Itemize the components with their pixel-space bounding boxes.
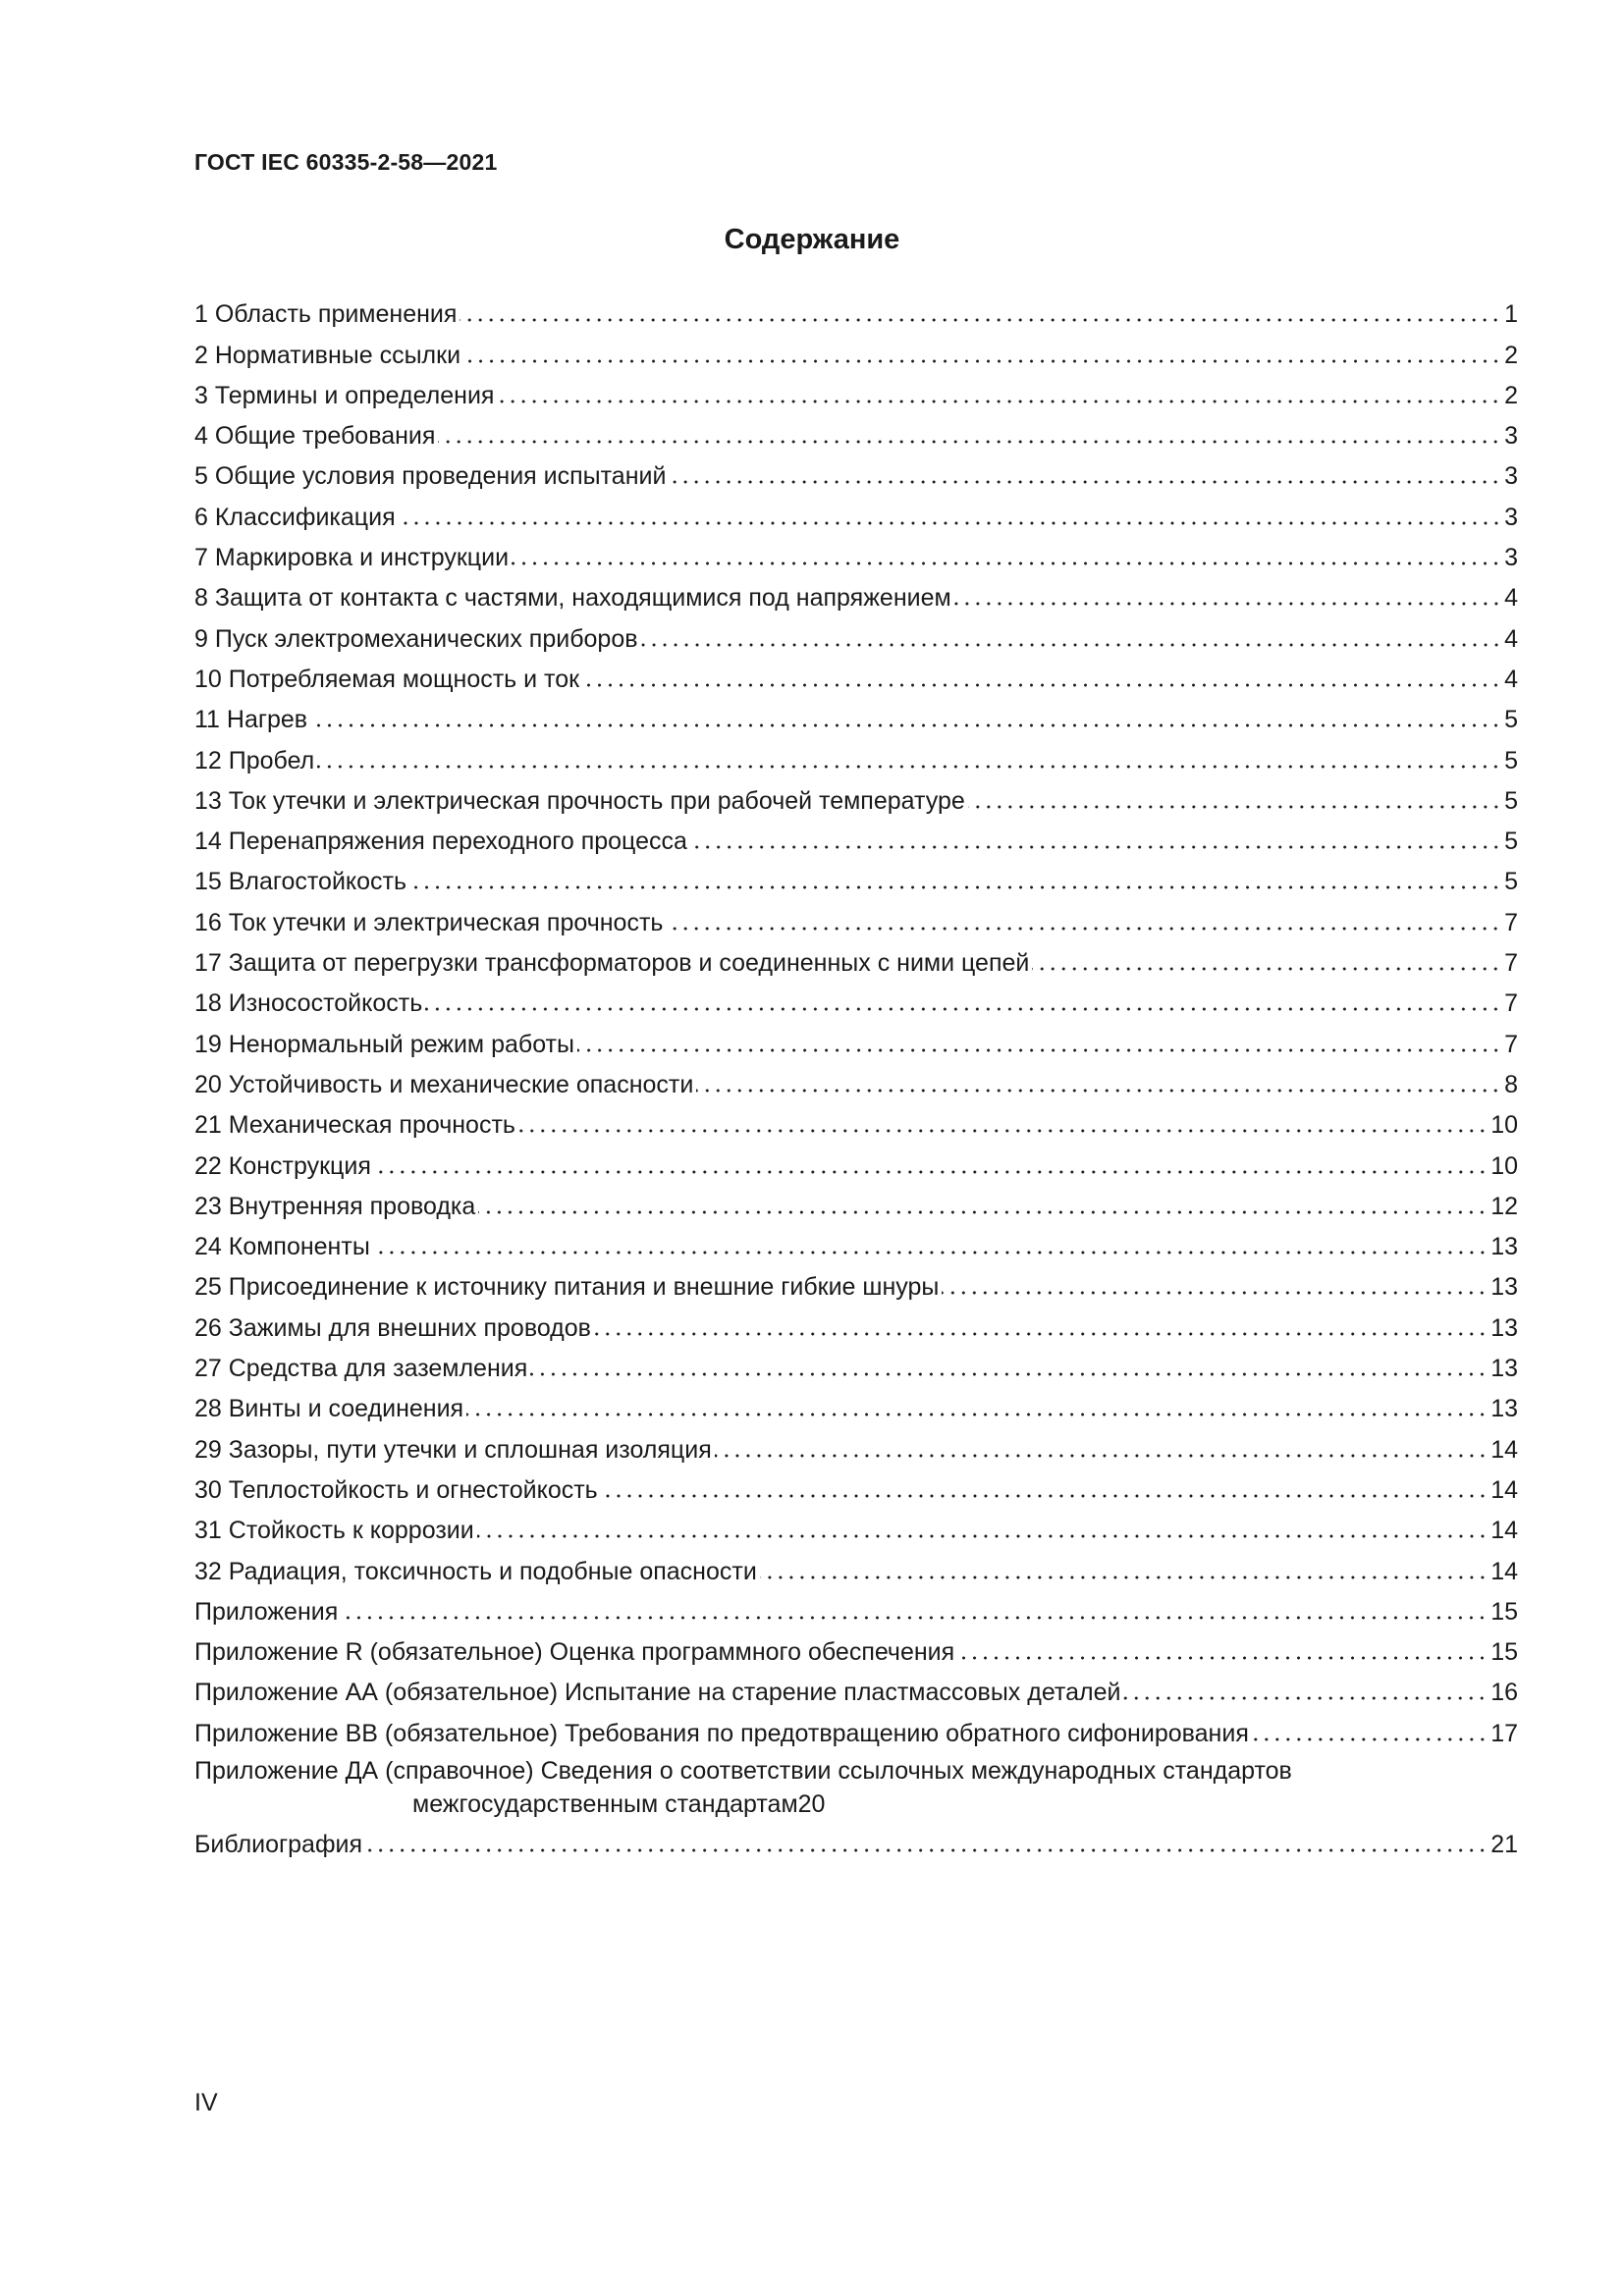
toc-entry-page: 13	[1490, 1233, 1518, 1261]
toc-entry-text: 6 Классификация	[194, 503, 396, 531]
toc-entry-page: 3	[1504, 503, 1518, 531]
toc-entry-text: 22 Конструкция	[194, 1151, 371, 1180]
toc-entry-text: Приложения	[194, 1597, 339, 1626]
toc-entry-text: 16 Ток утечки и электрическая прочность	[194, 908, 664, 936]
toc-entry[interactable]	[194, 1586, 1518, 1627]
toc-entry[interactable]	[194, 1383, 1518, 1423]
toc-entry-page: 2	[1504, 341, 1518, 369]
toc-entry-text: 3 Термины и определения	[194, 381, 495, 409]
dot-leader	[760, 1575, 1488, 1580]
toc-entry[interactable]	[194, 1748, 1518, 1819]
dot-leader	[310, 722, 1501, 728]
page-number: IV	[194, 2089, 218, 2116]
toc-entry-text: 32 Радиация, токсичность и подобные опасности	[194, 1557, 757, 1585]
toc-title: Содержание	[724, 224, 900, 255]
toc-entry-page: 4	[1504, 624, 1518, 653]
toc-entry-page: 10	[1490, 1151, 1518, 1180]
toc-entry-text: Приложение ВВ (обязательное) Требования по предотвращению обратного сифонирования	[194, 1719, 1249, 1747]
dot-leader	[594, 1331, 1488, 1337]
toc-entry[interactable]	[194, 1465, 1518, 1505]
toc-entry[interactable]	[194, 329, 1518, 369]
toc-entry-text: 11 Нагрев	[194, 706, 308, 734]
toc-entry[interactable]	[194, 1261, 1518, 1302]
toc-entry-page: 2	[1504, 381, 1518, 409]
toc-entry[interactable]	[194, 1627, 1518, 1667]
dot-leader	[409, 884, 1501, 890]
dot-leader	[317, 764, 1501, 770]
toc-entry-page: 14	[1490, 1435, 1518, 1464]
toc-entry-page: 3	[1504, 462, 1518, 491]
toc-entry-page: 3	[1504, 422, 1518, 451]
dot-leader	[1032, 966, 1501, 972]
toc-entry-text: 1 Область применения	[194, 300, 458, 329]
toc-entry-page: 16	[1490, 1679, 1518, 1707]
toc-entry[interactable]	[194, 1343, 1518, 1383]
toc-entry-text: 25 Присоединение к источнику питания и внешние гибкие шнуры	[194, 1273, 940, 1302]
dot-leader	[1123, 1695, 1488, 1701]
toc-entry-text: 4 Общие требования	[194, 422, 436, 451]
toc-entry[interactable]	[194, 1140, 1518, 1180]
toc-entry[interactable]	[194, 1667, 1518, 1707]
toc-entry-text: 10 Потребляемая мощность и ток	[194, 665, 580, 693]
toc-entry-text: 21 Механическая прочность	[194, 1111, 515, 1140]
toc-entry-page: 7	[1504, 989, 1518, 1018]
toc-entry-page: 4	[1504, 665, 1518, 693]
toc-entry[interactable]	[194, 289, 1518, 329]
toc-entry-page: 13	[1490, 1395, 1518, 1423]
dot-leader	[497, 399, 1501, 404]
toc-entry[interactable]	[194, 1181, 1518, 1221]
toc-entry-page: 13	[1490, 1313, 1518, 1342]
toc-entry[interactable]	[194, 978, 1518, 1018]
toc-entry-text: 19 Ненормальный режим работы	[194, 1030, 574, 1058]
toc-entry-text: 30 Теплостойкость и огнестойкость	[194, 1475, 598, 1504]
toc-entry-text: 15 Влагостойкость	[194, 868, 407, 896]
toc-entry[interactable]	[194, 572, 1518, 613]
toc-entry[interactable]	[194, 1099, 1518, 1140]
dot-leader	[954, 601, 1501, 607]
toc-entry-text: 26 Зажимы для внешних проводов	[194, 1313, 591, 1342]
toc-entry[interactable]	[194, 1221, 1518, 1261]
toc-entry[interactable]	[194, 775, 1518, 816]
toc-entry-page: 5	[1504, 786, 1518, 815]
dot-leader	[942, 1290, 1488, 1296]
dot-leader	[666, 926, 1501, 932]
toc-entry-text: 14 Перенапряжения переходного процесса	[194, 828, 687, 856]
dot-leader	[601, 1493, 1488, 1499]
toc-entry-text: 27 Средства для заземления	[194, 1355, 528, 1383]
toc-entry-page: 14	[1490, 1475, 1518, 1504]
toc-entry[interactable]	[194, 1545, 1518, 1585]
toc-entry-text-continued: межгосударственным стандартам	[412, 1789, 798, 1818]
dot-leader	[373, 1250, 1488, 1255]
toc-entry-page: 15	[1490, 1597, 1518, 1626]
toc-list	[194, 289, 1518, 1748]
toc-entry-page: 5	[1504, 868, 1518, 896]
toc-entry-page: 3	[1504, 544, 1518, 572]
toc-entry-text: 28 Винты и соединения	[194, 1395, 464, 1423]
toc-entry[interactable]	[194, 1505, 1518, 1545]
toc-entry[interactable]	[194, 1819, 1518, 1859]
dot-leader	[957, 1655, 1488, 1661]
dot-leader	[460, 317, 1501, 323]
dot-leader	[1252, 1736, 1488, 1742]
dot-leader	[374, 1169, 1488, 1175]
toc-entry-text: Приложение ДА (справочное) Сведения о соответствии ссылочных международных стандартов	[194, 1756, 1292, 1785]
toc-entry-page: 1	[1504, 300, 1518, 329]
dot-leader	[438, 439, 1501, 445]
dot-leader	[715, 1453, 1488, 1459]
toc-entry[interactable]	[194, 694, 1518, 734]
toc-entry[interactable]	[194, 370, 1518, 410]
toc-entry-text: 9 Пуск электромеханических приборов	[194, 624, 638, 653]
toc-entry[interactable]	[194, 410, 1518, 451]
toc-entry-page: 5	[1504, 746, 1518, 774]
toc-entry-text: 18 Износостойкость	[194, 989, 423, 1018]
toc-entry-text: Приложение R (обязательное) Оценка программного обеспечения	[194, 1638, 955, 1667]
toc-entry[interactable]	[194, 532, 1518, 572]
dot-leader	[690, 844, 1501, 850]
toc-entry[interactable]	[194, 856, 1518, 896]
toc-entry-page: 12	[1490, 1192, 1518, 1220]
dot-leader	[968, 804, 1501, 810]
toc-entry[interactable]	[194, 654, 1518, 694]
toc-entry-page: 5	[1504, 706, 1518, 734]
toc-entry-text: 8 Защита от контакта с частями, находящимися под напряжением	[194, 584, 951, 613]
toc-entry-page: 15	[1490, 1638, 1518, 1667]
dot-leader	[478, 1209, 1488, 1215]
toc-entry-text: 29 Зазоры, пути утечки и сплошная изоляция	[194, 1435, 712, 1464]
dot-leader	[512, 561, 1501, 566]
toc-entry-text: 20 Устойчивость и механические опасности	[194, 1070, 694, 1098]
toc-entry[interactable]	[194, 734, 1518, 774]
toc-entry-page: 13	[1490, 1273, 1518, 1302]
toc-entry-text: 12 Пробел	[194, 746, 315, 774]
toc-entry-text: 23 Внутренняя проводка	[194, 1192, 476, 1220]
toc-entry-page: 14	[1490, 1517, 1518, 1545]
toc-entry-text: Библиография	[194, 1830, 363, 1858]
toc-entry-page: 14	[1490, 1557, 1518, 1585]
toc-entry[interactable]	[194, 937, 1518, 978]
toc-entry-text: 7 Маркировка и инструкции	[194, 544, 510, 572]
dot-leader	[696, 1088, 1501, 1094]
toc-entry[interactable]	[194, 1707, 1518, 1747]
dot-leader	[530, 1371, 1488, 1377]
toc-entry-text: 13 Ток утечки и электрическая прочность при рабочей температуре	[194, 786, 965, 815]
dot-leader	[425, 1006, 1501, 1012]
toc-entry-text: 24 Компоненты	[194, 1233, 370, 1261]
dot-leader	[641, 642, 1502, 648]
dot-leader	[669, 479, 1501, 485]
toc-entry[interactable]	[194, 1018, 1518, 1058]
toc-entry-page: 4	[1504, 584, 1518, 613]
dot-leader	[577, 1047, 1501, 1053]
dot-leader	[365, 1847, 1488, 1853]
toc-entry[interactable]	[194, 1423, 1518, 1464]
dot-leader	[582, 682, 1501, 688]
toc-entry[interactable]	[194, 816, 1518, 856]
dot-leader	[463, 358, 1501, 364]
toc-entry-page: 13	[1490, 1355, 1518, 1383]
toc-entry-page: 5	[1504, 828, 1518, 856]
toc-entry-page: 8	[1504, 1070, 1518, 1098]
toc-entry[interactable]	[194, 613, 1518, 653]
toc-entry-page: 7	[1504, 949, 1518, 978]
dot-leader	[518, 1128, 1488, 1134]
toc-entry-page: 17	[1490, 1719, 1518, 1747]
toc-entry[interactable]	[194, 896, 1518, 936]
toc-entry[interactable]	[194, 1302, 1518, 1342]
dot-leader	[341, 1615, 1488, 1621]
toc-entry[interactable]	[194, 491, 1518, 531]
dot-leader	[477, 1533, 1488, 1539]
toc-entry-text: 2 Нормативные ссылки	[194, 341, 461, 369]
toc-entry-page: 21	[1490, 1830, 1518, 1858]
table-of-contents	[194, 289, 1518, 1859]
document-code: ГОСТ IEC 60335-2-58—2021	[194, 149, 498, 175]
toc-entry-text: 5 Общие условия проведения испытаний	[194, 462, 667, 491]
toc-entry[interactable]	[194, 451, 1518, 491]
toc-entry[interactable]	[194, 1059, 1518, 1099]
dot-leader	[466, 1412, 1488, 1417]
toc-entry-text: 17 Защита от перегрузки трансформаторов и соединенных с ними цепей	[194, 949, 1030, 978]
toc-entry-page: 20	[797, 1789, 826, 1818]
toc-entry-text: Приложение АА (обязательное) Испытание на старение пластмассовых деталей	[194, 1679, 1121, 1707]
toc-entry-page: 10	[1490, 1111, 1518, 1140]
toc-entry-text: 31 Стойкость к коррозии	[194, 1517, 474, 1545]
toc-entry-page: 7	[1504, 1030, 1518, 1058]
dot-leader	[399, 520, 1501, 526]
toc-entry-page: 7	[1504, 908, 1518, 936]
